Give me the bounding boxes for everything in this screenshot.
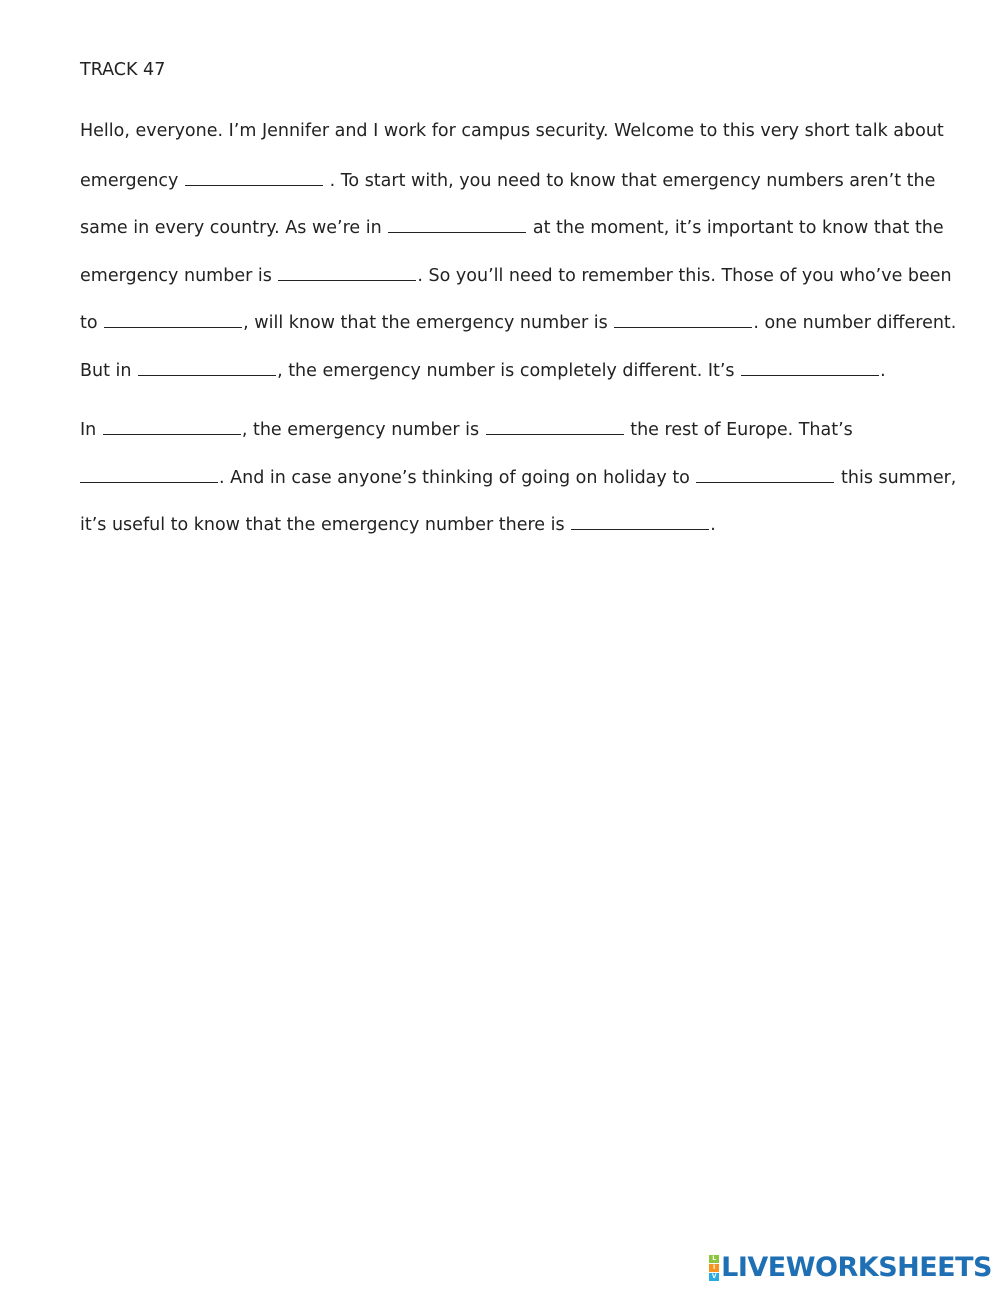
text-segment: . To start with, you need to know that emergency numbers aren’t the [329, 171, 936, 191]
answer-blank-8[interactable] [103, 416, 241, 435]
text-segment: . And in case anyone’s thinking of going on holiday to [219, 468, 690, 488]
answer-blank-9[interactable] [486, 416, 624, 435]
paragraph-1-line-6 [80, 357, 886, 382]
text-segment: . one number different. [753, 313, 957, 333]
paragraph-2-line-1 [80, 416, 853, 441]
text-segment: same in every country. As we’re in [80, 218, 382, 238]
text-segment: . [710, 515, 716, 535]
text-segment: the rest of Europe. That’s [630, 420, 853, 440]
track-title: TRACK 47 [80, 60, 166, 80]
paragraph-1-line-1 [80, 120, 944, 142]
text-segment: Hello, everyone. I’m Jennifer and I work for campus security. Welcome to this very short talk about [80, 121, 944, 141]
liveworksheets-logo [709, 1252, 992, 1283]
text-segment: this summer, [841, 468, 957, 488]
paragraph-2-line-3 [80, 511, 716, 536]
answer-blank-3[interactable] [278, 262, 416, 281]
answer-blank-1[interactable] [185, 167, 323, 186]
text-segment: it’s useful to know that the emergency number there is [80, 515, 565, 535]
text-segment: In [80, 420, 97, 440]
answer-blank-12[interactable] [571, 511, 709, 530]
answer-blank-10[interactable] [80, 464, 218, 483]
text-segment: . So you’ll need to remember this. Those of you who’ve been [417, 266, 952, 286]
logo-mark-letter: L [709, 1255, 719, 1263]
text-segment: at the moment, it’s important to know that the [532, 218, 944, 238]
text-segment: emergency [80, 171, 179, 191]
answer-blank-6[interactable] [138, 357, 276, 376]
paragraph-1-line-3 [80, 214, 944, 239]
text-segment: . [880, 361, 886, 381]
paragraph-1-line-4 [80, 262, 952, 287]
paragraph-1-line-2 [80, 167, 935, 192]
paragraph-2-line-2 [80, 464, 956, 489]
answer-blank-5[interactable] [614, 309, 752, 328]
answer-blank-7[interactable] [741, 357, 879, 376]
paragraph-1-line-5 [80, 309, 956, 334]
text-segment: , the emergency number is [241, 420, 480, 440]
text-segment: But in [80, 361, 132, 381]
text-segment: emergency number is [80, 266, 272, 286]
logo-mark-letter: V [709, 1273, 719, 1281]
answer-blank-2[interactable] [388, 214, 526, 233]
logo-mark-letter: I [709, 1264, 719, 1272]
logo-mark-icon [709, 1255, 719, 1281]
logo-text: LIVEWORKSHEETS [721, 1252, 992, 1283]
text-segment: to [80, 313, 98, 333]
text-segment: , the emergency number is completely different. It’s [277, 361, 735, 381]
answer-blank-11[interactable] [696, 464, 834, 483]
answer-blank-4[interactable] [104, 309, 242, 328]
text-segment: , will know that the emergency number is [243, 313, 608, 333]
